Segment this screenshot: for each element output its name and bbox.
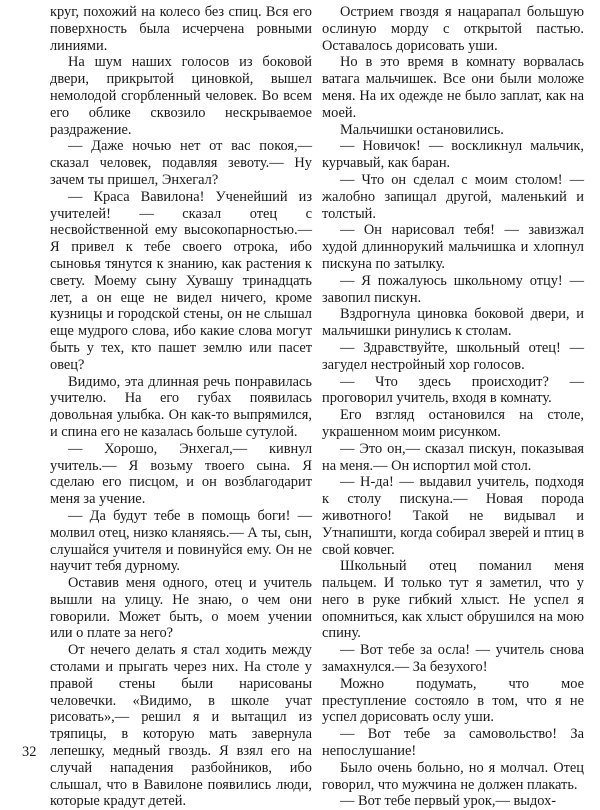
- paragraph: — Вот тебе за самовольство! За непослушание!: [322, 726, 584, 760]
- paragraph: — Да будут тебе в помощь боги! — молвил отец, низко кланяясь.— А ты, сын, слушайся учителя и повинуйся ему. Он не научит тебя дурному.: [50, 507, 312, 575]
- paragraph: — Новичок! — воскликнул мальчик, курчавый, как баран.: [322, 138, 584, 172]
- paragraph: — Вот тебе первый урок,— выдох-: [340, 793, 557, 810]
- paragraph: На шум наших голосов из боковой двери, прикрытой циновкой, вышел немолодой сгорбленный человек. Во всем его облике сквозило нескрываемое раздражение.: [50, 54, 312, 138]
- page-number: 32: [22, 744, 37, 760]
- left-column: [50, 4, 312, 810]
- paragraph: Было очень больно, но я молчал. Отец говорил, что мужчина не должен плакать.: [322, 759, 584, 793]
- paragraph: — Я пожалуюсь школьному отцу! — завопил пискун.: [322, 272, 584, 306]
- paragraph: — Это он,— сказал пискун, показывая на меня.— Он испортил мой стол.: [322, 440, 584, 474]
- paragraph: Острием гвоздя я нацарапал большую ослиную морду с открытой пастью. Оставалось дорисовать уши.: [322, 4, 584, 54]
- paragraph: — Здравствуйте, школьный отец! — загудел нестройный хор голосов.: [322, 339, 584, 373]
- paragraph: Вздрогнула циновка боковой двери, и мальчишки ринулись к столам.: [322, 306, 584, 340]
- paragraph: — Краса Вавилона! Ученейший из учителей! — сказал отец с несвойственной ему высокопарностью.— Я привел к тебе своего отрока, ибо сыновья тянутся к знанию, как растения к свету. Моему сыну Хувашу тринадцать лет, а он еще не видел ничего, кроме кузницы и городской стены, он не слышал еще мудрого слова, ибо какие слова могут быть у тех, кто пашет землю или пасет овец?: [50, 188, 312, 373]
- paragraph: — Вот тебе за осла! — учитель снова замахнулся.— За безухого!: [322, 642, 584, 676]
- paragraph: — Что здесь происходит? — проговорил учитель, входя в комнату.: [322, 373, 584, 407]
- paragraph: — Он нарисовал тебя! — завизжал худой длиннорукий мальчишка и хлопнул пискуна по затылку.: [322, 222, 584, 272]
- paragraph: Но в это время в комнату ворвалась ватага мальчишек. Все они были моложе меня. На их одежде не было заплат, как на моей.: [322, 54, 584, 121]
- paragraph: Видимо, эта длинная речь понравилась учителю. На его губах появилась довольная улыбка. Он как-то выпрямился, и спина его не казалась больше сутулой.: [50, 373, 312, 440]
- paragraph: Оставив меня одного, отец и учитель вышли на улицу. Не знаю, о чем они говорили. Может быть, о моем учении или о плате за него?: [50, 575, 312, 642]
- paragraph: — Хорошо, Энхегал,— кивнул учитель.— Я возьму твоего сына. Я сделаю его писцом, и он возблагодарит меня за учение.: [50, 440, 312, 508]
- paragraph: От нечего делать я стал ходить между столами и прыгать через них. На столе у правой стены были нарисованы человечки. «Видимо, в школе учат рисовать»,— решил я и вытащил из тряпицы, в которую мать завернула лепешку, медный гвоздь. Я взял его на случай нападения разбойников, ибо слышал, что в Вавилоне появились люди, которые крадут детей.: [50, 642, 312, 810]
- paragraph: Мальчишки остановились.: [340, 121, 504, 138]
- paragraph: — Что он сделал с моим столом! — жалобно запищал другой, маленький и толстый.: [322, 171, 584, 222]
- paragraph: Школьный отец поманил меня пальцем. И только тут я заметил, что у него в руке гибкий хлыст. Не успел я опомниться, как хлыст обрушился на мою спину.: [322, 558, 584, 642]
- paragraph: Его взгляд остановился на столе, украшенном моим рисунком.: [322, 407, 584, 440]
- paragraph: Можно подумать, что мое преступление состояло в том, что я не успел дорисовать ослу уши.: [322, 675, 584, 726]
- paragraph: — Даже ночью нет от вас покоя,— сказал человек, подавляя зевоту.— Ну зачем ты пришел, Энхегал?: [50, 138, 312, 188]
- right-column: [322, 4, 584, 810]
- paragraph: — Н-да! — выдавил учитель, подходя к столу пискуна.— Новая порода животного! Такой не видывал и Утнапишти, когда собирал зверей и птиц в свой ковчег.: [322, 474, 584, 558]
- paragraph: круг, похожий на колесо без спиц. Вся его поверхность была исчерчена ровными линиями.: [50, 4, 312, 54]
